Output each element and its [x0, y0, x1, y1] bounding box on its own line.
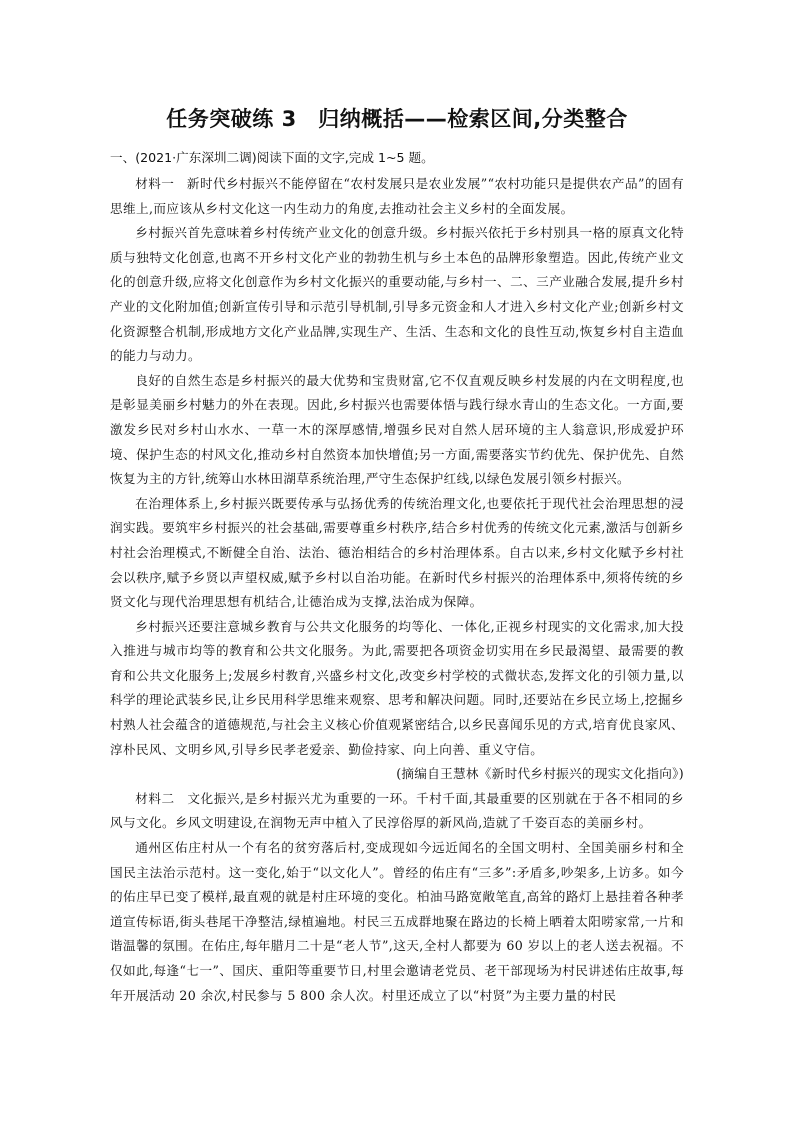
paragraph: 在治理体系上,乡村振兴既要传承与弘扬优秀的传统治理文化,也要依托于现代社会治理思想的浸润实践。要筑牢乡村振兴的社会基础,需要尊重乡村秩序,结合乡村优秀的传统文化元素,激活与创新乡村社会治理模式,不断健全自治、法治、德治相结合的乡村治理体系。自古以来,乡村文化赋予乡村社会以秩序,赋予乡贤以声望权威,赋予乡村以自治功能。在新时代乡村振兴的治理体系中,须将传统的乡贤文化与现代治理思想有机结合,让德治成为支撑,法治成为保障。 — [110, 495, 684, 610]
paragraph — [110, 787, 684, 836]
question-instruction: 一、(2021·广东深圳二调)阅读下面的文字,完成 1~5 题。 — [110, 150, 434, 165]
paragraph — [110, 172, 684, 221]
material-label: 材料二 — [135, 790, 175, 806]
paragraph: 良好的自然生态是乡村振兴的最大优势和宝贵财富,它不仅直观反映乡村发展的内在文明程度,也是彰显美丽乡村魅力的外在表现。因此,乡村振兴也需要体悟与践行绿水青山的生态文化。一方面,要激发乡民对乡村山水水、一草一木的深厚感情,增强乡民对自然人居环境的主人翁意识,形成爱护环境、保护生态的村风文化,推动乡村自然资本加快增值;另一方面,需要落实节约优先、保护优先、自然恢复为主的方针,统筹山水林田湖草系统治理,严守生态保护红线,以绿色发展引领乡村振兴。 — [110, 372, 684, 487]
paragraph: 乡村振兴还要注意城乡教育与公共文化服务的均等化、一体化,正视乡村现实的文化需求,加大投入推进与城市均等的教育和公共文化服务。为此,需要把各项资金切实用在乡民最渴望、最需要的教育和公共文化服务上;发展乡村教育,兴盛乡村文化,改变乡村学校的式微状态,发挥文化的引领力量,以科学的理论武装乡民,让乡民用科学思维来观察、思考和解决问题。同时,还要站在乡民立场上,挖掘乡村熟人社会蕴含的道德规范,与社会主义核心价值观紧密结合,以乡民喜闻乐见的方式,培育优良家风、淳朴民风、文明乡风,引导乡民孝老爱亲、勤俭持家、向上向善、重义守信。 — [110, 618, 684, 757]
paragraph-text: 新时代乡村振兴不能停留在“农村发展只是农业发展”“农村功能只是提供农产品”的固有思维上,而应该从乡村文化这一内生动力的角度,去推动社会主义乡村的全面发展。 — [110, 176, 684, 216]
material-label: 材料一 — [135, 176, 175, 191]
page-title: 任务突破练 3 归纳概括——检索区间,分类整合 — [166, 107, 628, 131]
material-two — [110, 787, 684, 1008]
material-one — [110, 172, 684, 787]
paragraph: 通州区佑庄村从一个有名的贫穷落后村,变成现如今远近闻名的全国文明村、全国美丽乡村和全国民主法治示范村。这一变化,始于“以文化人”。曾经的佑庄有“三多”:矛盾多,吵架多,上访多。如今的佑庄早已变了模样,最直观的就是村庄环境的变化。柏油马路宽敞笔直,高耸的路灯上悬挂着各种孝道宣传标语,街头巷尾干净整洁,绿植遍地。村民三五成群地聚在路边的长椅上晒着太阳唠家常,一片和谐温馨的氛围。在佑庄,每年腊月二十是“老人节”,这天,全村人都要为 60 岁以上的老人送去祝福。不仅如此,每逢“七一”、国庆、重阳等重要节日,村里会邀请老党员、老干部现场为村民讲述佑庄故事,每年开展活动 20 余次,村民参与 5 800 余人次。村里还成立了以“村贤”为主要力量的村民 — [110, 840, 684, 1003]
source-citation: (摘编自王慧林《新时代乡村振兴的现实文化指向》) — [396, 766, 684, 782]
paragraph: 乡村振兴首先意味着乡村传统产业文化的创意升级。乡村振兴依托于乡村别具一格的原真文化特质与独特文化创意,也离不开乡村文化产业的勃勃生机与乡土本色的品牌形象塑造。因此,传统产业文化的创意升级,应将文化创意作为乡村文化振兴的重要动能,与乡村一、二、三产业融合发展,提升乡村产业的文化附加值;创新宣传引导和示范引导机制,引导多元资金和人才进入乡村文化产业;创新乡村文化资源整合机制,形成地方文化产业品牌,实现生产、生活、生态和文化的良性互动,恢复乡村自主造血的能力与动力。 — [110, 225, 684, 364]
paragraph-text: 文化振兴,是乡村振兴尤为重要的一环。千村千面,其最重要的区别就在于各不相同的乡风与文化。乡风文明建设,在润物无声中植入了民淳俗厚的新风尚,造就了千姿百态的美丽乡村。 — [110, 790, 684, 831]
